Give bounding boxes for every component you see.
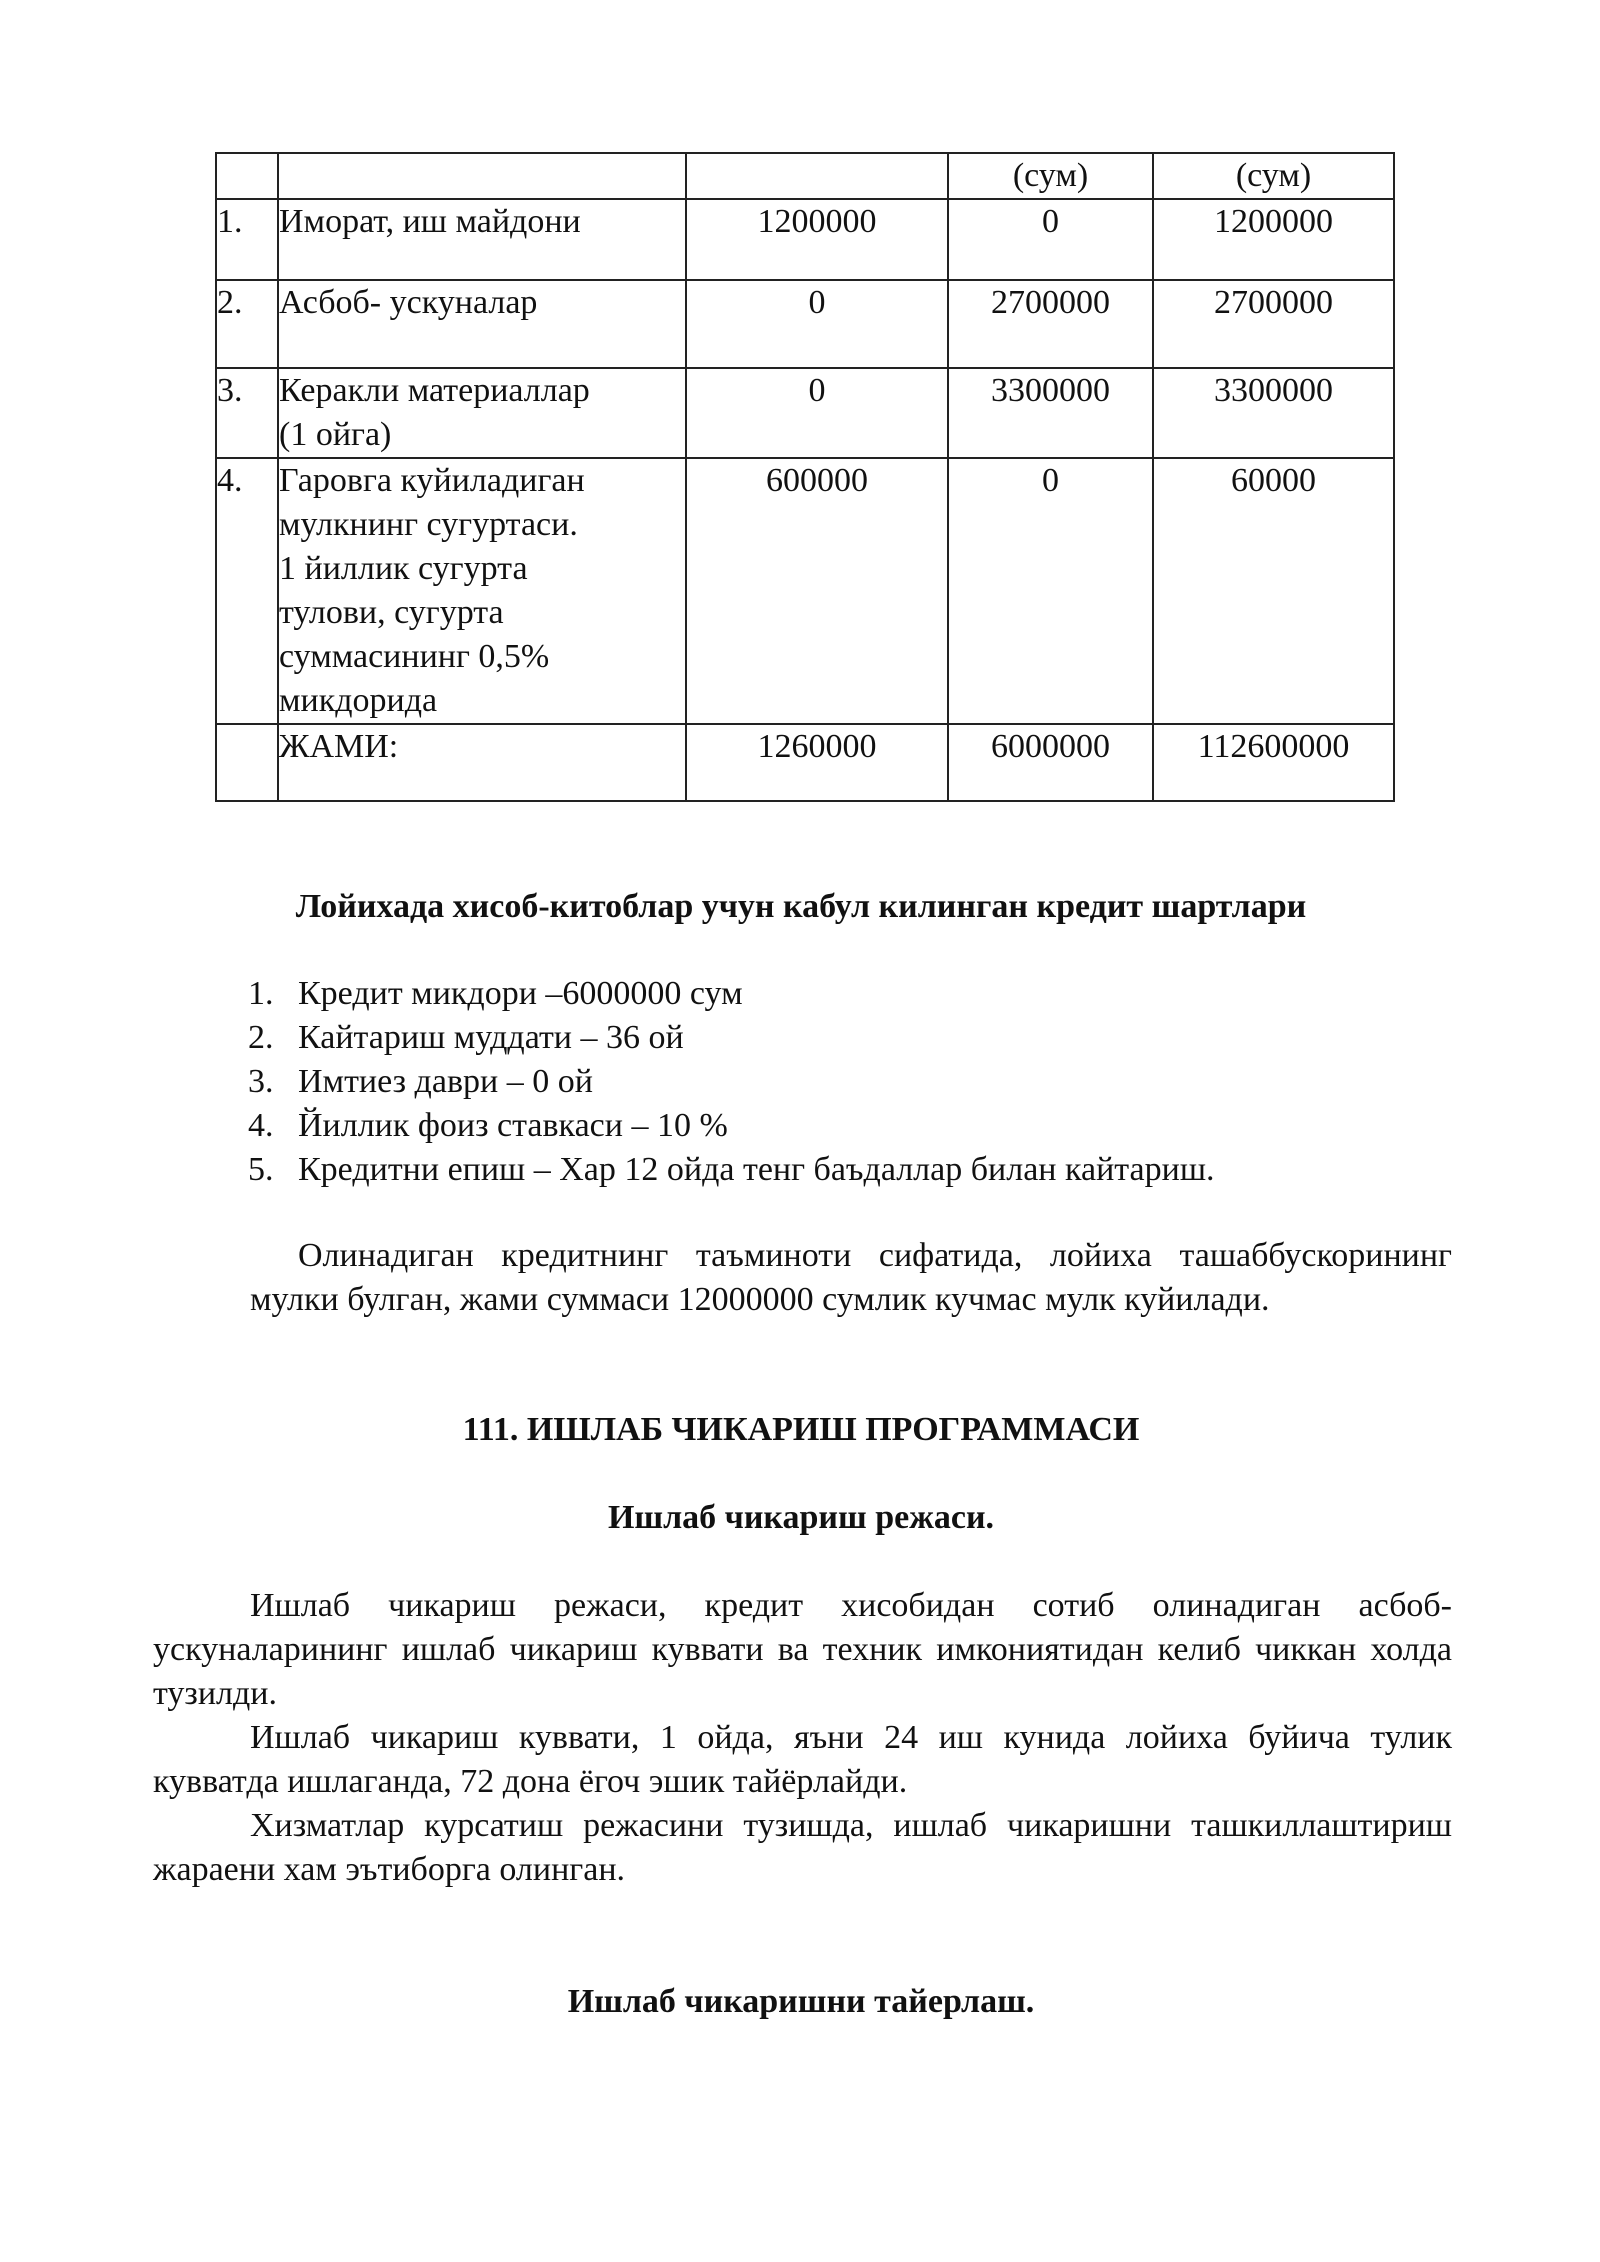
table-total-row — [216, 724, 1394, 801]
list-item-number: 3. — [248, 1063, 274, 1100]
row-name-line: Гаровга куйиладиган — [279, 462, 585, 499]
list-item — [248, 972, 1215, 1016]
list-item — [248, 1016, 1215, 1060]
row-value-3: 3300000 — [1153, 368, 1394, 458]
row-name-line: тулови, сугурта — [279, 594, 504, 631]
row-number: 3. — [216, 368, 278, 458]
row-name-line: Керакли материаллар — [279, 372, 590, 409]
row-name — [278, 368, 686, 458]
header-cell-num — [216, 153, 278, 199]
table-row — [216, 199, 1394, 280]
header-cell-v2: (сум) — [948, 153, 1153, 199]
header-cell-name — [278, 153, 686, 199]
list-item-number: 4. — [248, 1107, 274, 1144]
table-row — [216, 368, 1394, 458]
total-value-1: 1260000 — [686, 724, 948, 801]
row-value-1: 0 — [686, 280, 948, 368]
table-row — [216, 458, 1394, 724]
section-title: 111. ИШЛАБ ЧИКАРИШ ПРОГРАММАСИ — [462, 1411, 1140, 1448]
row-value-3: 1200000 — [1153, 199, 1394, 280]
row-name: Асбоб- ускуналар — [278, 280, 686, 368]
header-cell-v3: (сум) — [1153, 153, 1394, 199]
row-value-2: 3300000 — [948, 368, 1153, 458]
row-value-1: 0 — [686, 368, 948, 458]
subsection-title: Ишлаб чикаришни тайерлаш. — [567, 1983, 1035, 2020]
row-name-line: (1 ойга) — [279, 416, 392, 453]
row-value-2: 2700000 — [948, 280, 1153, 368]
list-item — [248, 1148, 1215, 1192]
credit-terms-heading: Лойихада хисоб-китоблар учун кабул килинган кредит шартлари — [295, 888, 1307, 925]
row-name-line: мулкнинг сугуртаси. — [279, 506, 578, 543]
list-item-number: 5. — [248, 1151, 274, 1188]
row-name-line: микдорида — [279, 682, 438, 719]
row-value-2: 0 — [948, 458, 1153, 724]
row-value-1: 1200000 — [686, 199, 948, 280]
total-value-3: 112600000 — [1153, 724, 1394, 801]
header-cell-v1 — [686, 153, 948, 199]
list-item-number: 1. — [248, 975, 274, 1012]
row-value-3: 2700000 — [1153, 280, 1394, 368]
cost-table — [215, 152, 1395, 802]
list-item — [248, 1104, 1215, 1148]
paragraph: Ишлаб чикариш куввати, 1 ойда, яъни 24 иш кунида лойиха буйича тулик кувватда ишлаганда, 72 дона ёгоч эшик тайёрлайди. — [153, 1719, 1452, 1800]
row-value-1: 600000 — [686, 458, 948, 724]
total-value-2: 6000000 — [948, 724, 1153, 801]
row-value-2: 0 — [948, 199, 1153, 280]
row-number: 1. — [216, 199, 278, 280]
table-header-row — [216, 153, 1394, 199]
row-number: 4. — [216, 458, 278, 724]
row-number: 2. — [216, 280, 278, 368]
row-name-line: суммасининг 0,5% — [279, 638, 550, 675]
list-item — [248, 1060, 1215, 1104]
row-name: Иморат, иш майдони — [278, 199, 686, 280]
list-item-text: Кайтариш муддати – 36 ой — [298, 1019, 684, 1056]
list-item-text: Йиллик фоиз ставкаси – 10 % — [298, 1107, 728, 1144]
total-label: ЖАМИ: — [278, 724, 686, 801]
list-item-text: Кредитни епиш – Хар 12 ойда тенг баъдаллар билан кайтариш. — [298, 1151, 1215, 1188]
credit-terms-list — [248, 972, 1215, 1192]
list-item-text: Кредит микдори –6000000 сум — [298, 975, 743, 1012]
collateral-paragraph: Олинадиган кредитнинг таъминоти сифатида, лойиха ташаббускорининг мулки булган, жами суммаси 12000000 сумлик кучмас мулк куйилади. — [250, 1237, 1452, 1318]
total-number-cell — [216, 724, 278, 801]
list-item-text: Имтиез даври – 0 ой — [298, 1063, 593, 1100]
paragraph: Ишлаб чикариш режаси, кредит хисобидан сотиб олинадиган асбоб-ускуналарининг ишлаб чикариш куввати ва техник имкониятидан келиб чиккан холда тузилди. — [153, 1587, 1452, 1712]
table-row — [216, 280, 1394, 368]
list-item-number: 2. — [248, 1019, 274, 1056]
subsection-title: Ишлаб чикариш режаси. — [607, 1499, 995, 1536]
row-value-3: 60000 — [1153, 458, 1394, 724]
paragraph: Хизматлар курсатиш режасини тузишда, ишлаб чикаришни ташкиллаштириш жараени хам эътиборга олинган. — [153, 1807, 1452, 1888]
row-name-line: 1 йиллик сугурта — [279, 550, 528, 587]
row-name — [278, 458, 686, 724]
